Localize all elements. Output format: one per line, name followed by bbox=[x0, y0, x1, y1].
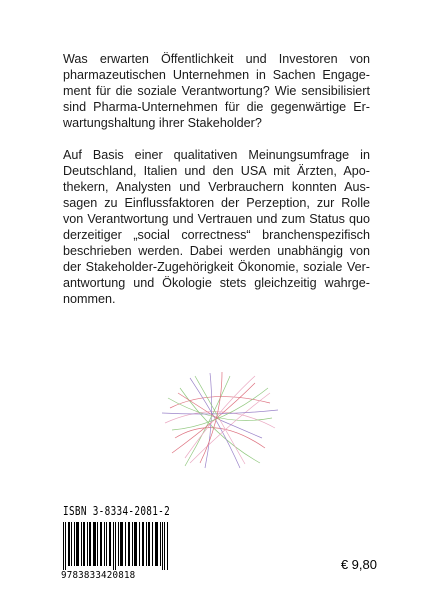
barcode-number: 9783833420818 bbox=[61, 570, 136, 581]
description-paragraph-1: Was erwarten Öffentlichkeit und Investoren von pharmazeutischen Unternehmen in Sachen Engagement für die soziale Verantwortung? Wie sensibilisiert sind Pharma-Unternehmen für die gegenwärtige Erwartungshaltung ihrer Stakeholder? bbox=[63, 52, 370, 130]
isbn-label: ISBN 3-8334-2081-2 bbox=[63, 504, 171, 518]
price-label: € 9,80 bbox=[340, 557, 377, 572]
description-paragraph-2: Auf Basis einer qualitativen Meinungsumfrage in Deutschland, Italien und den USA mit Ärzten, Apothekern, Analysten und Verbrauchern konnten Aussagen zu Einflussfaktoren der Perzeption, zur Rolle von Verantwortung und Vertrauen und zum Status quo derzeitiger „social correctness“ branchenspezifisch beschrieben werden. Dabei werden unabhängig von der Stakeholder-Zugehörigkeit Ökonomie, soziale Verantwortung und Ökologie stets gleichzeitig wahrgenommen. bbox=[63, 148, 370, 306]
line-art-illustration bbox=[160, 368, 280, 472]
ean-barcode bbox=[63, 522, 168, 570]
